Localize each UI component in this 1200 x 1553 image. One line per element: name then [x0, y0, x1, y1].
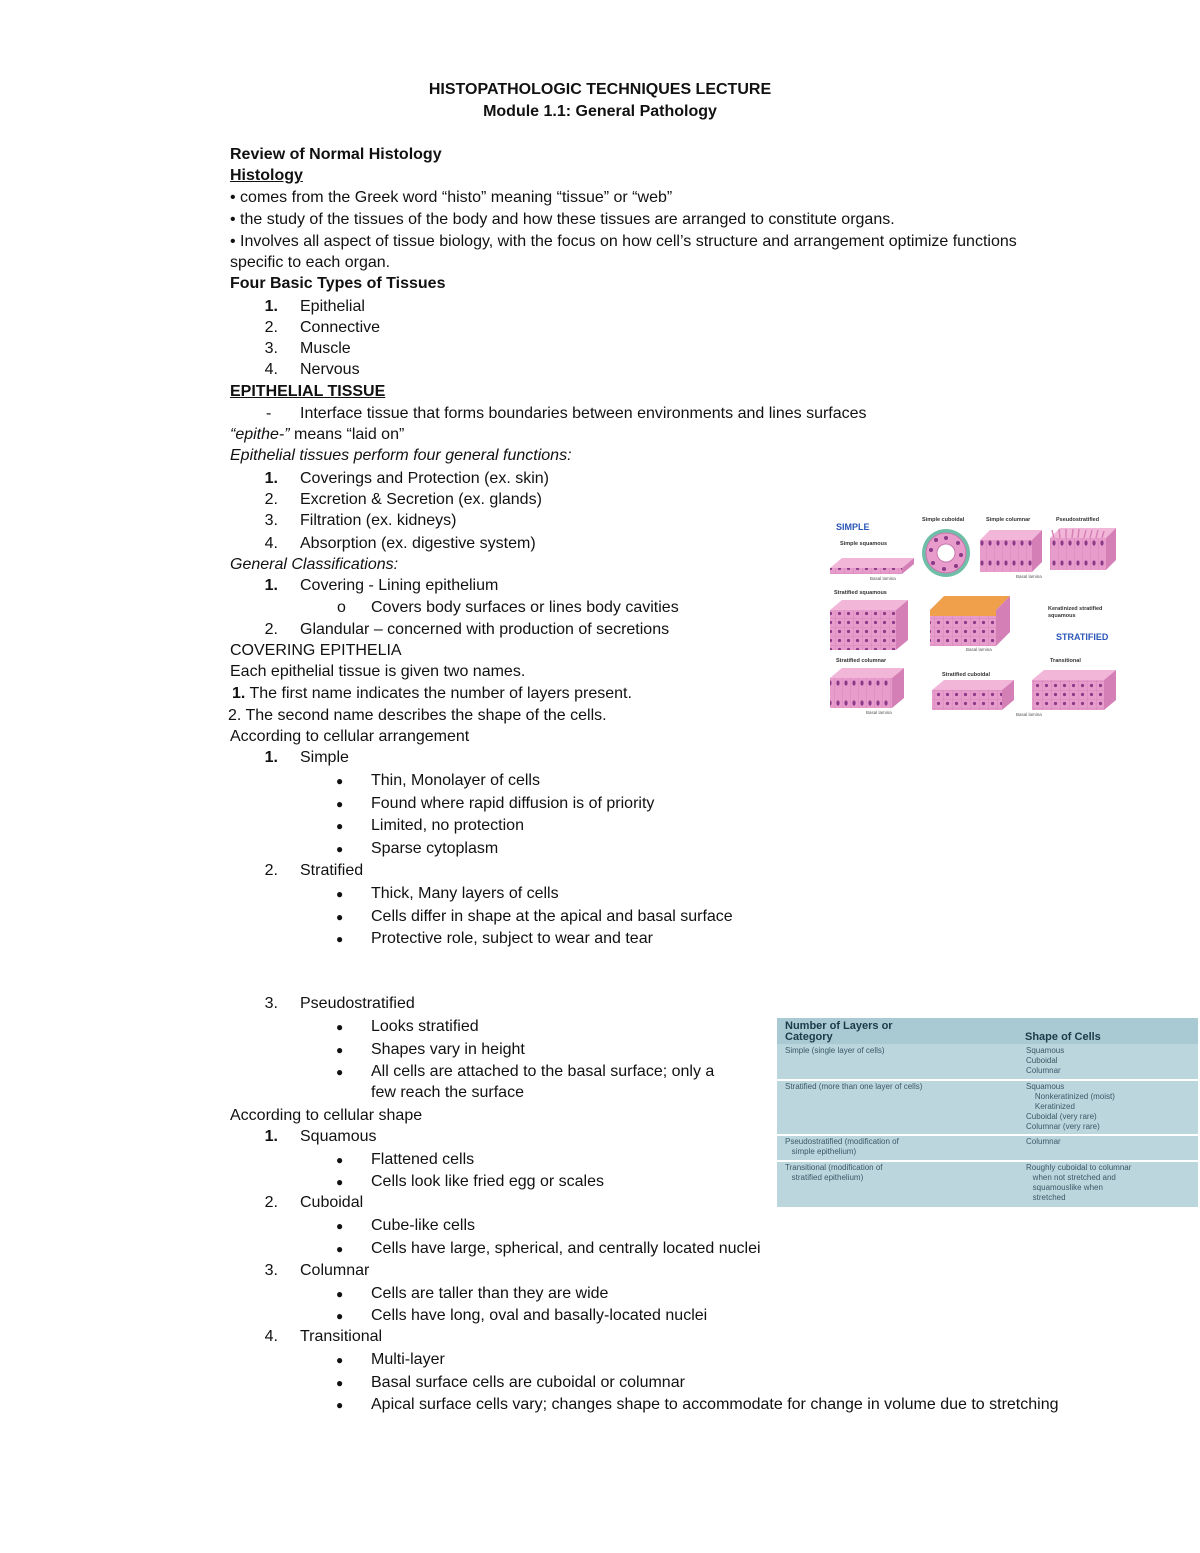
- bullet-item: Cube-like cells: [371, 1217, 476, 1234]
- covering-line: [232, 684, 632, 704]
- table-cell: stratified epithelium): [785, 1173, 864, 1182]
- bullet-item: Flattened cells: [371, 1151, 475, 1168]
- bullet-dot: ●: [336, 797, 344, 811]
- list-item: Simple: [300, 749, 349, 766]
- histology-bullet: • comes from the Greek word “histo” meaning “tissue” or “web”: [230, 189, 673, 206]
- bullet-item: Cells look like fried egg or scales: [371, 1173, 604, 1190]
- list-number: 4.: [264, 535, 278, 552]
- table-cell: stretched: [1026, 1193, 1066, 1202]
- epithe-term: “epithe-”: [230, 426, 290, 443]
- table-header: [777, 1018, 1198, 1044]
- figure-label: Simple cuboidal: [922, 517, 965, 523]
- table-cell: Simple (single layer of cells): [785, 1046, 885, 1055]
- figure-label: Stratified columnar: [836, 658, 887, 664]
- table-cell: Columnar: [1026, 1137, 1061, 1146]
- section-heading-four-types: Four Basic Types of Tissues: [230, 275, 446, 292]
- table-header-col1: Number of Layers or: [785, 1020, 893, 1032]
- list-item: Coverings and Protection (ex. skin): [300, 470, 549, 487]
- list-number: 2.: [264, 621, 278, 638]
- sub-list-item: Covers body surfaces or lines body cavities: [371, 599, 679, 616]
- figure-label: Keratinized stratified: [1048, 606, 1103, 612]
- figure-label: Basal lamina: [1016, 712, 1042, 717]
- list-item: Columnar: [300, 1262, 370, 1279]
- table-cell: when not stretched and: [1026, 1173, 1116, 1182]
- histology-bullet: • Involves all aspect of tissue biology, with the focus on how cell’s structure and arrangement optimize functions: [230, 233, 1017, 250]
- list-item: Muscle: [300, 340, 351, 357]
- figure-label: Basal lamina: [870, 576, 896, 581]
- table-cell: squamouslike when: [1026, 1183, 1103, 1192]
- covering-line: 2. The second name describes the shape of the cells.: [228, 707, 607, 724]
- table-cell: Keratinized: [1026, 1102, 1075, 1111]
- bullet-dot: ●: [336, 887, 344, 901]
- classifications-intro: General Classifications:: [230, 556, 399, 573]
- figure-label: squamous: [1048, 613, 1076, 619]
- simple-columnar-block: [980, 530, 1042, 572]
- epithelium-types-figure: [826, 510, 1122, 722]
- bullet-item-continued: few reach the surface: [371, 1084, 524, 1101]
- dash-marker: -: [266, 405, 272, 422]
- figure-label: Simple squamous: [840, 541, 888, 547]
- figure-label: Stratified cuboidal: [942, 672, 990, 678]
- figure-label-stratified: STRATIFIED: [1056, 632, 1109, 642]
- figure-label: Basal lamina: [966, 647, 992, 652]
- shape-intro: According to cellular shape: [230, 1107, 423, 1124]
- list-number: 2.: [264, 1194, 278, 1211]
- figure-label-simple: SIMPLE: [836, 522, 870, 532]
- bullet-dot: ●: [336, 1398, 344, 1412]
- bullet-dot: ●: [336, 910, 344, 924]
- table-cell: Stratified (more than one layer of cells): [785, 1082, 923, 1091]
- list-number: 2.: [264, 491, 278, 508]
- bullet-item: Cells differ in shape at the apical and basal surface: [371, 908, 733, 925]
- figure-label: Basal lamina: [1016, 574, 1042, 579]
- bullet-dot: ●: [336, 1287, 344, 1301]
- table-cell: Transitional (modification of: [785, 1163, 883, 1172]
- bullet-dot: ●: [336, 1175, 344, 1189]
- stratified-columnar-block: [830, 668, 904, 708]
- table-cell: Cuboidal: [1026, 1056, 1058, 1065]
- pseudostratified-block: [1050, 528, 1116, 570]
- bullet-dot: ●: [336, 1242, 344, 1256]
- table-cell: Nonkeratinized (moist): [1026, 1092, 1115, 1101]
- bullet-item: Sparse cytoplasm: [371, 840, 499, 857]
- bullet-item: Found where rapid diffusion is of priority: [371, 795, 655, 812]
- bullet-dot: ●: [336, 1353, 344, 1367]
- section-heading-review: Review of Normal Histology: [230, 146, 442, 163]
- list-item: Excretion & Secretion (ex. glands): [300, 491, 542, 508]
- bullet-item: Thick, Many layers of cells: [371, 885, 559, 902]
- table-cell: simple epithelium): [785, 1147, 857, 1156]
- list-number: 1.: [264, 470, 278, 487]
- figure-label: Transitional: [1050, 658, 1081, 664]
- list-item: Squamous: [300, 1128, 377, 1145]
- table-row: [777, 1162, 1198, 1207]
- bullet-item: Cells are taller than they are wide: [371, 1285, 609, 1302]
- bullet-item: Protective role, subject to wear and tear: [371, 930, 653, 947]
- covering-line-text: The first name indicates the number of layers present.: [245, 685, 632, 702]
- bullet-dot: ●: [336, 1376, 344, 1390]
- list-item: Epithelial: [300, 298, 365, 315]
- table-row: [777, 1136, 1198, 1160]
- bullet-item: All cells are attached to the basal surface; only a: [371, 1063, 715, 1080]
- bullet-dot: ●: [336, 1219, 344, 1233]
- list-number: 3.: [264, 340, 278, 357]
- list-number: 3.: [264, 995, 278, 1012]
- list-item: Connective: [300, 319, 381, 336]
- histology-bullet: • the study of the tissues of the body and how these tissues are arranged to constitute organs.: [230, 211, 895, 228]
- bullet-dot: ●: [336, 1043, 344, 1057]
- bullet-dot: ●: [336, 842, 344, 856]
- list-item: Cuboidal: [300, 1194, 364, 1211]
- covering-line-number: 1.: [232, 685, 246, 702]
- section-heading-epithelial: EPITHELIAL TISSUE: [230, 383, 386, 400]
- figure-label: Simple columnar: [986, 517, 1031, 523]
- section-heading-covering: COVERING EPITHELIA: [230, 642, 402, 659]
- table-cell: Roughly cuboidal to columnar: [1026, 1163, 1132, 1172]
- table-header-col2: Shape of Cells: [1025, 1031, 1101, 1043]
- transitional-block: [1032, 670, 1116, 710]
- table-cell: Cuboidal (very rare): [1026, 1112, 1097, 1121]
- list-item: Filtration (ex. kidneys): [300, 512, 457, 529]
- list-number: 1.: [264, 1128, 278, 1145]
- epithelial-definition: Interface tissue that forms boundaries between environments and lines surfaces: [300, 405, 867, 422]
- epithe-line: [230, 425, 404, 445]
- table-cell: Squamous: [1026, 1046, 1065, 1055]
- epithelium-illustration: [826, 510, 1122, 722]
- bullet-dot: ●: [336, 932, 344, 946]
- epithe-meaning: means “laid on”: [289, 426, 405, 443]
- list-item: Absorption (ex. digestive system): [300, 535, 536, 552]
- epithelium-classification-table: [777, 1018, 1198, 1207]
- keratinized-stratified-block: [930, 596, 1010, 646]
- bullet-item: Thin, Monolayer of cells: [371, 772, 540, 789]
- list-item: Covering - Lining epithelium: [300, 577, 499, 594]
- table-header-col1: Category: [785, 1031, 833, 1043]
- figure-label: Stratified squamous: [834, 590, 887, 596]
- bullet-item: Limited, no protection: [371, 817, 524, 834]
- list-item: Transitional: [300, 1328, 383, 1345]
- bullet-dot: ●: [336, 819, 344, 833]
- figure-label: Basal lamina: [866, 710, 892, 715]
- bullet-item: Looks stratified: [371, 1018, 479, 1035]
- list-number: 1.: [264, 577, 278, 594]
- list-number: 1.: [264, 749, 278, 766]
- table-cell: Columnar: [1026, 1066, 1061, 1075]
- simple-cuboidal-tube: [922, 529, 970, 577]
- bullet-dot: ●: [336, 1065, 344, 1079]
- document-subtitle: Module 1.1: General Pathology: [483, 103, 717, 120]
- covering-line: Each epithelial tissue is given two names.: [230, 663, 526, 680]
- bullet-item: Multi-layer: [371, 1351, 445, 1368]
- list-item: Nervous: [300, 361, 360, 378]
- stratified-squamous-block: [830, 600, 908, 650]
- figure-label: Pseudostratified: [1056, 517, 1100, 523]
- bullet-item: Apical surface cells vary; changes shape to accommodate for change in volume due to stretching: [371, 1396, 1059, 1413]
- bullet-item: Basal surface cells are cuboidal or columnar: [371, 1374, 685, 1391]
- table-cell: Columnar (very rare): [1026, 1122, 1100, 1131]
- bullet-dot: ●: [336, 1309, 344, 1323]
- bullet-dot: ●: [336, 1153, 344, 1167]
- list-number: 2.: [264, 319, 278, 336]
- bullet-item: Cells have long, oval and basally-located nuclei: [371, 1307, 708, 1324]
- list-number: 4.: [264, 1328, 278, 1345]
- stratified-cuboidal-block: [932, 680, 1014, 710]
- table-row: [777, 1081, 1198, 1135]
- list-number: 2.: [264, 862, 278, 879]
- list-item: Glandular – concerned with production of secretions: [300, 621, 670, 638]
- sub-list-marker: o: [337, 599, 346, 616]
- list-item: Pseudostratified: [300, 995, 415, 1012]
- document-title: HISTOPATHOLOGIC TECHNIQUES LECTURE: [428, 81, 772, 98]
- list-number: 3.: [264, 512, 278, 529]
- bullet-dot: ●: [336, 1020, 344, 1034]
- arrangement-intro: According to cellular arrangement: [230, 728, 470, 745]
- bullet-item: Shapes vary in height: [371, 1041, 525, 1058]
- list-number: 3.: [264, 1262, 278, 1279]
- histology-bullet-continued: specific to each organ.: [230, 254, 391, 271]
- table-row: [777, 1045, 1198, 1079]
- bullet-dot: ●: [336, 774, 344, 788]
- list-number: 1.: [264, 298, 278, 315]
- bullet-item: Cells have large, spherical, and centrally located nuclei: [371, 1240, 761, 1257]
- table-cell: Squamous: [1026, 1082, 1065, 1091]
- simple-squamous-block: [830, 558, 914, 574]
- list-number: 4.: [264, 361, 278, 378]
- table-cell: Pseudostratified (modification of: [785, 1137, 899, 1146]
- list-item: Stratified: [300, 862, 364, 879]
- functions-intro: Epithelial tissues perform four general functions:: [230, 447, 572, 464]
- subheading-histology: Histology: [230, 167, 303, 184]
